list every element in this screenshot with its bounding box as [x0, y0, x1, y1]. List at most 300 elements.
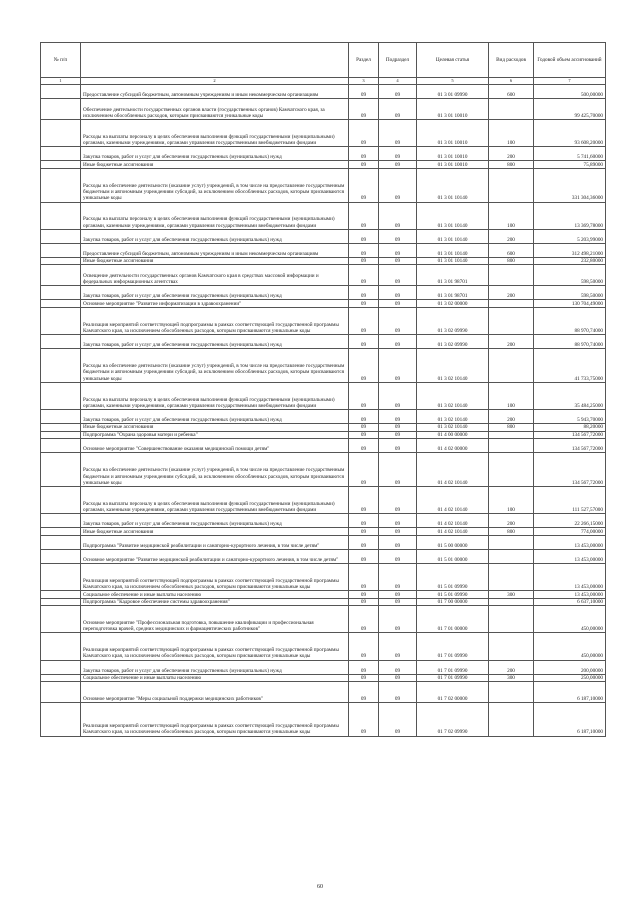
- row-amount-cell: 111 527,57000: [534, 486, 606, 513]
- table-row: [41, 535, 606, 549]
- row-kind-cell: 800: [489, 257, 534, 265]
- row-kind-cell: 200: [489, 147, 534, 161]
- table-row: [41, 119, 606, 146]
- table-row: [41, 591, 606, 599]
- row-target-cell: 01 3 01 09990: [417, 85, 489, 99]
- row-kind-cell: [489, 453, 534, 487]
- row-subsection-cell: 09: [379, 486, 417, 513]
- row-amount-cell: 232,80000: [534, 257, 606, 265]
- row-num-cell: [41, 202, 81, 229]
- row-subsection-cell: 09: [379, 409, 417, 423]
- row-section-cell: 09: [349, 307, 379, 334]
- row-name-cell: Иные бюджетные ассигнования: [81, 424, 349, 432]
- table-row: [41, 528, 606, 536]
- row-amount-cell: 6 187,10000: [534, 702, 606, 736]
- row-target-cell: 01 3 02 10140: [417, 409, 489, 423]
- row-subsection-cell: 09: [379, 168, 417, 202]
- row-name-cell: Реализация мероприятий соответствующей подпрограммы в рамках соответствующей государственной программы Камчатского края, за исключением обособленных расходов, которым присваиваются уникальные коды: [81, 307, 349, 334]
- row-amount-cell: 88 970,74000: [534, 334, 606, 348]
- header-amount: Годовой объем ассигнований: [534, 43, 606, 78]
- row-amount-cell: 6 187,10000: [534, 682, 606, 703]
- row-num-cell: [41, 549, 81, 563]
- row-amount-cell: 130 704,49000: [534, 300, 606, 308]
- table-row: [41, 202, 606, 229]
- row-name-cell: Основное мероприятие "Развитие информатизации в здравоохранении": [81, 300, 349, 308]
- column-index: 5: [417, 78, 489, 85]
- row-name-cell: Основное мероприятие "Профессиональная подготовка, повышение квалификации и профессиональная переподготовка врачей, средних медицинских и фармацевтических работников": [81, 606, 349, 633]
- row-name-cell: Социальное обеспечение и иные выплаты населению: [81, 674, 349, 682]
- row-target-cell: 01 3 01 10010: [417, 147, 489, 161]
- row-num-cell: [41, 514, 81, 528]
- row-section-cell: 09: [349, 702, 379, 736]
- row-section-cell: 09: [349, 606, 379, 633]
- row-name-cell: Основное мероприятие "Меры социальной поддержки медицинских работников": [81, 682, 349, 703]
- row-subsection-cell: 09: [379, 243, 417, 257]
- table-row: [41, 161, 606, 169]
- row-num-cell: [41, 682, 81, 703]
- row-kind-cell: [489, 549, 534, 563]
- row-num-cell: [41, 265, 81, 286]
- row-name-cell: Расходы на обеспечение деятельности (оказание услуг) учреждений, в том числе на предоставление государственным бюджетным и автономным учреждениям субсидий, за исключением обособленных расходов, которым присваиваются уникальные коды: [81, 168, 349, 202]
- row-subsection-cell: 09: [379, 265, 417, 286]
- row-subsection-cell: 09: [379, 147, 417, 161]
- row-kind-cell: 600: [489, 85, 534, 99]
- row-amount-cell: 13 453,00000: [534, 591, 606, 599]
- row-section-cell: 09: [349, 349, 379, 383]
- row-kind-cell: 600: [489, 243, 534, 257]
- row-kind-cell: [489, 307, 534, 334]
- row-section-cell: 09: [349, 265, 379, 286]
- row-subsection-cell: 09: [379, 229, 417, 243]
- table-row: [41, 300, 606, 308]
- row-subsection-cell: 09: [379, 202, 417, 229]
- table-row: [41, 382, 606, 409]
- row-section-cell: 09: [349, 633, 379, 660]
- row-section-cell: 09: [349, 598, 379, 606]
- row-kind-cell: [489, 702, 534, 736]
- row-num-cell: [41, 606, 81, 633]
- column-index: 1: [41, 78, 81, 85]
- row-name-cell: Расходы на выплаты персоналу в целях обеспечения выполнения функций государственными (муниципальными) органами, казенными учреждениями, органами управления государственными внебюджетными фондами: [81, 202, 349, 229]
- row-subsection-cell: 09: [379, 382, 417, 409]
- row-name-cell: Подпрограмма "Охрана здоровья матери и ребенка": [81, 431, 349, 439]
- table-row: [41, 563, 606, 590]
- row-target-cell: 01 3 01 10140: [417, 243, 489, 257]
- row-section-cell: 09: [349, 549, 379, 563]
- table-row: [41, 660, 606, 674]
- row-name-cell: Иные бюджетные ассигнования: [81, 528, 349, 536]
- row-num-cell: [41, 591, 81, 599]
- row-subsection-cell: 09: [379, 682, 417, 703]
- row-kind-cell: [489, 431, 534, 439]
- page-number: 60: [317, 884, 323, 890]
- row-name-cell: Обеспечение деятельности государственных органов власти (государственных органов) Камчатского края, за исключением обособленных расходов, которым присваиваются уникальные коды: [81, 99, 349, 120]
- row-kind-cell: 100: [489, 202, 534, 229]
- row-target-cell: 01 5 01 00000: [417, 549, 489, 563]
- row-subsection-cell: 09: [379, 528, 417, 536]
- row-name-cell: Расходы на обеспечение деятельности (оказание услуг) учреждений, в том числе на предоставление государственным бюджетным и автономным учреждениям субсидий, за исключением обособленных расходов, которым присваиваются уникальные коды: [81, 349, 349, 383]
- row-section-cell: 09: [349, 243, 379, 257]
- row-kind-cell: [489, 606, 534, 633]
- row-amount-cell: 5 943,70000: [534, 409, 606, 423]
- row-section-cell: 09: [349, 300, 379, 308]
- row-target-cell: 01 7 01 00000: [417, 606, 489, 633]
- table-row: [41, 257, 606, 265]
- table-row: [41, 439, 606, 453]
- row-num-cell: [41, 382, 81, 409]
- row-num-cell: [41, 119, 81, 146]
- row-amount-cell: 88 970,74000: [534, 307, 606, 334]
- table-row: [41, 453, 606, 487]
- header-subsection: Подраздел: [379, 43, 417, 78]
- row-kind-cell: [489, 563, 534, 590]
- row-subsection-cell: 09: [379, 702, 417, 736]
- row-amount-cell: 88,20000: [534, 424, 606, 432]
- row-amount-cell: 598,50000: [534, 286, 606, 300]
- row-kind-cell: [489, 300, 534, 308]
- row-kind-cell: 300: [489, 674, 534, 682]
- table-row: [41, 486, 606, 513]
- row-target-cell: 01 3 02 09990: [417, 307, 489, 334]
- row-kind-cell: [489, 168, 534, 202]
- budget-table: [40, 42, 606, 737]
- row-section-cell: 09: [349, 257, 379, 265]
- row-name-cell: Подпрограмма "Развитие медицинской реабилитации и санаторно-курортного лечения, в том числе детям": [81, 535, 349, 549]
- row-num-cell: [41, 633, 81, 660]
- column-index: 2: [81, 78, 349, 85]
- row-amount-cell: 75,89000: [534, 161, 606, 169]
- row-subsection-cell: 09: [379, 334, 417, 348]
- row-subsection-cell: 09: [379, 591, 417, 599]
- row-kind-cell: [489, 535, 534, 549]
- row-subsection-cell: 09: [379, 535, 417, 549]
- row-target-cell: 01 7 02 00000: [417, 682, 489, 703]
- row-amount-cell: 93 608,20000: [534, 119, 606, 146]
- row-kind-cell: [489, 682, 534, 703]
- row-amount-cell: 5 203,99000: [534, 229, 606, 243]
- table-row: [41, 549, 606, 563]
- row-subsection-cell: 09: [379, 257, 417, 265]
- row-target-cell: 01 3 01 98701: [417, 286, 489, 300]
- row-target-cell: 01 3 01 10140: [417, 168, 489, 202]
- row-target-cell: 01 3 02 00000: [417, 300, 489, 308]
- row-kind-cell: 200: [489, 514, 534, 528]
- row-amount-cell: 250,00000: [534, 674, 606, 682]
- header-kind: Вид расходов: [489, 43, 534, 78]
- row-section-cell: 09: [349, 161, 379, 169]
- row-target-cell: 01 3 02 09990: [417, 334, 489, 348]
- header-section: Раздел: [349, 43, 379, 78]
- row-num-cell: [41, 85, 81, 99]
- row-target-cell: 01 5 01 09990: [417, 563, 489, 590]
- row-num-cell: [41, 349, 81, 383]
- row-amount-cell: 134 567,72000: [534, 431, 606, 439]
- row-amount-cell: 41 733,75000: [534, 349, 606, 383]
- row-num-cell: [41, 243, 81, 257]
- row-name-cell: Основное мероприятие "Совершенствование оказания медицинской помощи детям": [81, 439, 349, 453]
- column-index-row: [41, 78, 606, 85]
- row-num-cell: [41, 528, 81, 536]
- column-index: 6: [489, 78, 534, 85]
- row-name-cell: Реализация мероприятий соответствующей подпрограммы в рамках соответствующей государственной программы Камчатского края, за исключением обособленных расходов, которым присваиваются уникальные коды: [81, 563, 349, 590]
- row-num-cell: [41, 409, 81, 423]
- row-name-cell: Расходы на выплаты персоналу в целях обеспечения выполнения функций государственными (муниципальными) органами, казенными учреждениями, органами управления государственными внебюджетными фондами: [81, 486, 349, 513]
- row-name-cell: Предоставление субсидий бюджетным, автономным учреждениям и иным некоммерческим организациям: [81, 243, 349, 257]
- row-kind-cell: [489, 633, 534, 660]
- table-row: [41, 307, 606, 334]
- row-subsection-cell: 09: [379, 674, 417, 682]
- row-num-cell: [41, 563, 81, 590]
- row-num-cell: [41, 486, 81, 513]
- row-name-cell: Закупка товаров, работ и услуг для обеспечения государственных (муниципальных) нужд: [81, 286, 349, 300]
- row-name-cell: Социальное обеспечение и иные выплаты населению: [81, 591, 349, 599]
- column-index: 3: [349, 78, 379, 85]
- row-subsection-cell: 09: [379, 307, 417, 334]
- row-kind-cell: 200: [489, 409, 534, 423]
- row-name-cell: Освещение деятельности государственных органов Камчатского края в средствах массовой информации и федеральных информационных агентствах: [81, 265, 349, 286]
- row-amount-cell: 500,00000: [534, 85, 606, 99]
- row-amount-cell: 331 304,36000: [534, 168, 606, 202]
- row-subsection-cell: 09: [379, 453, 417, 487]
- row-num-cell: [41, 431, 81, 439]
- row-section-cell: 09: [349, 119, 379, 146]
- table-row: [41, 229, 606, 243]
- row-num-cell: [41, 307, 81, 334]
- row-subsection-cell: 09: [379, 161, 417, 169]
- row-section-cell: 09: [349, 229, 379, 243]
- row-section-cell: 09: [349, 382, 379, 409]
- row-target-cell: 01 7 01 09990: [417, 633, 489, 660]
- row-amount-cell: 13 369,78000: [534, 202, 606, 229]
- row-subsection-cell: 09: [379, 349, 417, 383]
- row-target-cell: 01 4 02 10140: [417, 514, 489, 528]
- row-target-cell: 01 3 02 10140: [417, 424, 489, 432]
- table-header-row: [41, 43, 606, 78]
- row-kind-cell: 200: [489, 660, 534, 674]
- row-target-cell: 01 4 02 10140: [417, 528, 489, 536]
- table-row: [41, 265, 606, 286]
- row-section-cell: 09: [349, 535, 379, 549]
- row-section-cell: 09: [349, 168, 379, 202]
- row-target-cell: 01 3 01 98701: [417, 265, 489, 286]
- row-amount-cell: 13 453,00000: [534, 563, 606, 590]
- header-target: Целевая статья: [417, 43, 489, 78]
- row-subsection-cell: 09: [379, 99, 417, 120]
- row-section-cell: 09: [349, 528, 379, 536]
- row-target-cell: 01 7 01 09990: [417, 660, 489, 674]
- row-section-cell: 09: [349, 591, 379, 599]
- row-name-cell: Закупка товаров, работ и услуг для обеспечения государственных (муниципальных) нужд: [81, 514, 349, 528]
- row-subsection-cell: 09: [379, 300, 417, 308]
- row-section-cell: 09: [349, 202, 379, 229]
- row-target-cell: 01 3 01 10140: [417, 229, 489, 243]
- table-row: [41, 598, 606, 606]
- table-row: [41, 424, 606, 432]
- row-num-cell: [41, 257, 81, 265]
- row-section-cell: 09: [349, 439, 379, 453]
- table-row: [41, 409, 606, 423]
- row-target-cell: 01 3 01 10140: [417, 257, 489, 265]
- row-kind-cell: 800: [489, 161, 534, 169]
- row-num-cell: [41, 424, 81, 432]
- row-target-cell: 01 3 01 10010: [417, 99, 489, 120]
- table-row: [41, 168, 606, 202]
- row-kind-cell: [489, 99, 534, 120]
- row-name-cell: Закупка товаров, работ и услуг для обеспечения государственных (муниципальных) нужд: [81, 229, 349, 243]
- row-target-cell: 01 3 01 10140: [417, 202, 489, 229]
- header-name: [81, 43, 349, 78]
- row-kind-cell: 800: [489, 424, 534, 432]
- row-section-cell: 09: [349, 486, 379, 513]
- row-name-cell: Подпрограмма "Кадровое обеспечение системы здравоохранения": [81, 598, 349, 606]
- table-body: [41, 85, 606, 736]
- row-num-cell: [41, 168, 81, 202]
- row-amount-cell: 13 453,00000: [534, 535, 606, 549]
- row-target-cell: 01 3 01 10010: [417, 161, 489, 169]
- row-target-cell: 01 3 02 10140: [417, 382, 489, 409]
- table-row: [41, 514, 606, 528]
- row-section-cell: 09: [349, 431, 379, 439]
- table-row: [41, 702, 606, 736]
- row-num-cell: [41, 598, 81, 606]
- row-subsection-cell: 09: [379, 424, 417, 432]
- row-name-cell: Иные бюджетные ассигнования: [81, 257, 349, 265]
- table-row: [41, 147, 606, 161]
- row-subsection-cell: 09: [379, 119, 417, 146]
- row-target-cell: 01 5 00 00000: [417, 535, 489, 549]
- table-row: [41, 606, 606, 633]
- row-num-cell: [41, 702, 81, 736]
- row-num-cell: [41, 535, 81, 549]
- row-section-cell: 09: [349, 409, 379, 423]
- row-section-cell: 09: [349, 563, 379, 590]
- row-kind-cell: 800: [489, 528, 534, 536]
- row-section-cell: 09: [349, 424, 379, 432]
- row-section-cell: 09: [349, 674, 379, 682]
- row-name-cell: Закупка товаров, работ и услуг для обеспечения государственных (муниципальных) нужд: [81, 409, 349, 423]
- row-num-cell: [41, 99, 81, 120]
- row-name-cell: Реализация мероприятий соответствующей подпрограммы в рамках соответствующей государственной программы Камчатского края, за исключением обособленных расходов, которым присваиваются уникальные коды: [81, 702, 349, 736]
- row-amount-cell: 774,00000: [534, 528, 606, 536]
- row-name-cell: Закупка товаров, работ и услуг для обеспечения государственных (муниципальных) нужд: [81, 147, 349, 161]
- table-row: [41, 85, 606, 99]
- row-subsection-cell: 09: [379, 85, 417, 99]
- table-row: [41, 99, 606, 120]
- row-amount-cell: 5 741,60000: [534, 147, 606, 161]
- row-section-cell: 09: [349, 514, 379, 528]
- row-subsection-cell: 09: [379, 660, 417, 674]
- row-amount-cell: 200,00000: [534, 660, 606, 674]
- table-row: [41, 349, 606, 383]
- row-kind-cell: [489, 439, 534, 453]
- row-subsection-cell: 09: [379, 549, 417, 563]
- row-target-cell: 01 4 00 00000: [417, 431, 489, 439]
- row-amount-cell: 13 453,00000: [534, 549, 606, 563]
- table-row: [41, 286, 606, 300]
- row-section-cell: 09: [349, 286, 379, 300]
- row-subsection-cell: 09: [379, 431, 417, 439]
- row-num-cell: [41, 439, 81, 453]
- column-index: 4: [379, 78, 417, 85]
- row-target-cell: 01 7 02 09990: [417, 702, 489, 736]
- row-name-cell: Расходы на выплаты персоналу в целях обеспечения выполнения функций государственными (муниципальными) органами, казенными учреждениями, органами управления государственными внебюджетными фондами: [81, 119, 349, 146]
- row-name-cell: Реализация мероприятий соответствующей подпрограммы в рамках соответствующей государственной программы Камчатского края, за исключением обособленных расходов, которым присваиваются уникальные коды: [81, 633, 349, 660]
- row-kind-cell: 300: [489, 591, 534, 599]
- header-num: № п/п: [41, 43, 81, 78]
- row-subsection-cell: 09: [379, 598, 417, 606]
- row-name-cell: Расходы на выплаты персоналу в целях обеспечения выполнения функций государственными (муниципальными) органами, казенными учреждениями, органами управления государственными внебюджетными фондами: [81, 382, 349, 409]
- row-num-cell: [41, 161, 81, 169]
- row-target-cell: 01 4 02 00000: [417, 439, 489, 453]
- row-subsection-cell: 09: [379, 286, 417, 300]
- column-index: 7: [534, 78, 606, 85]
- row-amount-cell: 6 637,10000: [534, 598, 606, 606]
- row-num-cell: [41, 660, 81, 674]
- row-name-cell: Закупка товаров, работ и услуг для обеспечения государственных (муниципальных) нужд: [81, 334, 349, 348]
- row-section-cell: 09: [349, 334, 379, 348]
- table-row: [41, 633, 606, 660]
- row-target-cell: 01 7 01 09990: [417, 674, 489, 682]
- row-subsection-cell: 09: [379, 439, 417, 453]
- row-amount-cell: 598,50000: [534, 265, 606, 286]
- row-target-cell: 01 5 01 09990: [417, 591, 489, 599]
- row-name-cell: Закупка товаров, работ и услуг для обеспечения государственных (муниципальных) нужд: [81, 660, 349, 674]
- row-target-cell: 01 3 01 10010: [417, 119, 489, 146]
- row-section-cell: 09: [349, 682, 379, 703]
- row-target-cell: 01 4 02 10140: [417, 453, 489, 487]
- row-name-cell: Предоставление субсидий бюджетным, автономным учреждениям и иным некоммерческим организациям: [81, 85, 349, 99]
- row-kind-cell: 200: [489, 334, 534, 348]
- row-kind-cell: [489, 265, 534, 286]
- table-row: [41, 334, 606, 348]
- row-name-cell: Иные бюджетные ассигнования: [81, 161, 349, 169]
- row-kind-cell: 100: [489, 119, 534, 146]
- row-subsection-cell: 09: [379, 514, 417, 528]
- row-num-cell: [41, 334, 81, 348]
- row-subsection-cell: 09: [379, 606, 417, 633]
- row-subsection-cell: 09: [379, 633, 417, 660]
- row-target-cell: 01 4 02 10140: [417, 486, 489, 513]
- row-name-cell: Основное мероприятие "Развитие медицинской реабилитации и санаторно-курортного лечения, в том числе детям": [81, 549, 349, 563]
- row-kind-cell: 200: [489, 286, 534, 300]
- table-row: [41, 674, 606, 682]
- row-amount-cell: 99 425,70000: [534, 99, 606, 120]
- row-kind-cell: 200: [489, 229, 534, 243]
- row-amount-cell: 134 567,72000: [534, 453, 606, 487]
- row-amount-cell: 450,00000: [534, 633, 606, 660]
- row-amount-cell: 35 484,25000: [534, 382, 606, 409]
- row-section-cell: 09: [349, 99, 379, 120]
- row-section-cell: 09: [349, 147, 379, 161]
- row-amount-cell: 22 266,15000: [534, 514, 606, 528]
- row-num-cell: [41, 147, 81, 161]
- row-section-cell: 09: [349, 660, 379, 674]
- row-kind-cell: 100: [489, 486, 534, 513]
- row-num-cell: [41, 674, 81, 682]
- row-target-cell: 01 7 00 00000: [417, 598, 489, 606]
- table-row: [41, 431, 606, 439]
- row-name-cell: Расходы на обеспечение деятельности (оказание услуг) учреждений, в том числе на предоставление государственным бюджетным и автономным учреждениям субсидий, за исключением обособленных расходов, которым присваиваются уникальные коды: [81, 453, 349, 487]
- row-target-cell: 01 3 02 10140: [417, 349, 489, 383]
- row-num-cell: [41, 300, 81, 308]
- row-kind-cell: [489, 349, 534, 383]
- row-num-cell: [41, 286, 81, 300]
- row-amount-cell: 450,00000: [534, 606, 606, 633]
- row-section-cell: 09: [349, 453, 379, 487]
- table-row: [41, 682, 606, 703]
- row-subsection-cell: 09: [379, 563, 417, 590]
- table-row: [41, 243, 606, 257]
